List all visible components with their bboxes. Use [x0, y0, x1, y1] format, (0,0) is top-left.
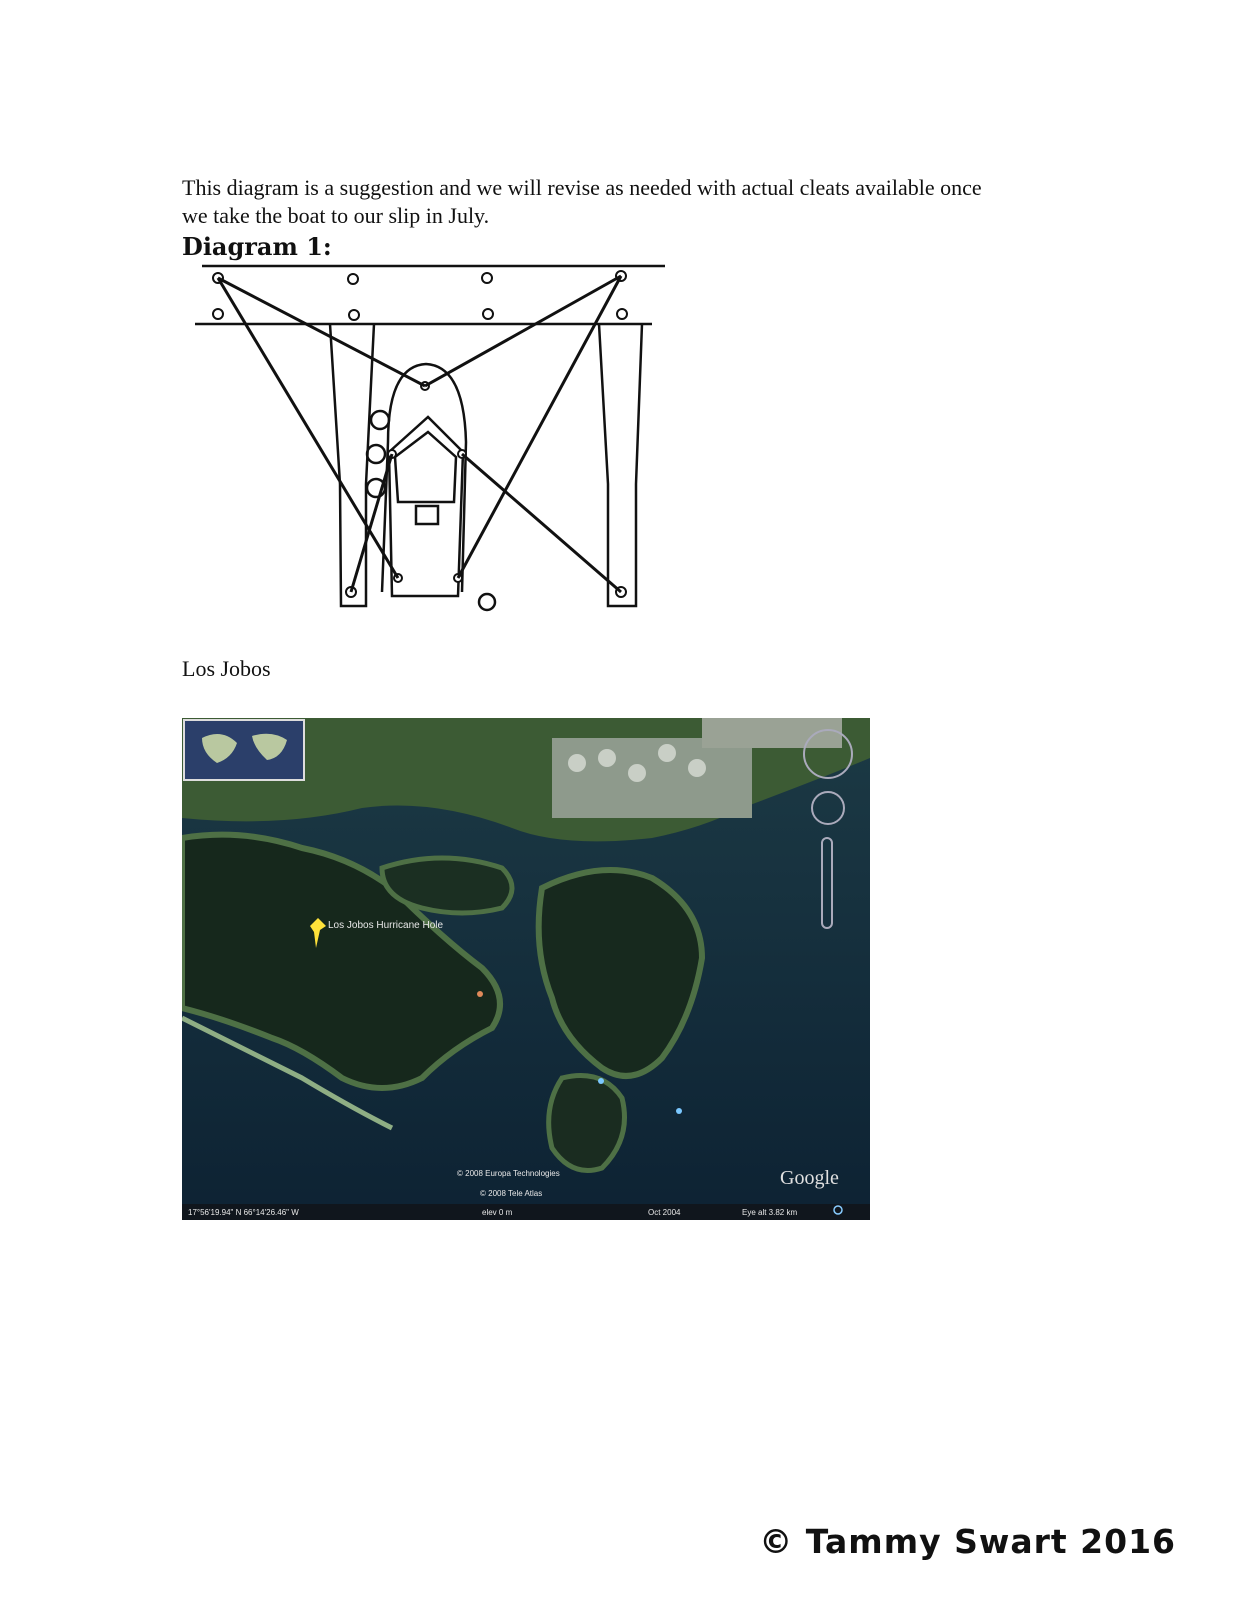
status-date: Oct 2004	[648, 1208, 681, 1217]
cleat	[483, 309, 493, 319]
industrial-area	[552, 738, 752, 818]
right-finger-pier	[599, 324, 642, 606]
cleat	[617, 309, 627, 319]
diagram-heading: Diagram 1:	[182, 232, 332, 261]
status-coordinates: 17°56'19.94" N 66°14'26.46" W	[188, 1208, 299, 1217]
cleat	[213, 309, 223, 319]
cleat	[349, 310, 359, 320]
intro-paragraph: This diagram is a suggestion and we will revise as needed with actual cleats available once we take the boat to our slip in July.	[182, 175, 982, 228]
docking-lines-diagram	[190, 262, 680, 622]
boat-cockpit-box	[416, 506, 438, 524]
cleat	[482, 273, 492, 283]
left-finger-pier	[330, 324, 374, 606]
mangrove-island	[549, 1076, 625, 1171]
slip-outline	[382, 364, 466, 592]
map-caption: Los Jobos	[182, 656, 271, 681]
placemark-label: Los Jobos Hurricane Hole	[328, 920, 444, 931]
imagery-credit-europa: © 2008 Europa Technologies	[457, 1169, 560, 1178]
fender	[479, 594, 495, 610]
stern-line-right	[462, 454, 621, 592]
google-logo: Google	[780, 1167, 839, 1189]
fender	[367, 445, 385, 463]
status-elevation: elev 0 m	[482, 1208, 513, 1217]
cleat	[348, 274, 358, 284]
fender	[371, 411, 389, 429]
satellite-map-image	[182, 718, 870, 1220]
status-eye-altitude: Eye alt 3.82 km	[742, 1208, 798, 1217]
inset-world-map	[184, 720, 304, 780]
copyright-notice: © Tammy Swart 2016	[759, 1522, 1176, 1561]
boat-cabin	[395, 432, 456, 502]
imagery-credit-teleatlas: © 2008 Tele Atlas	[480, 1189, 543, 1198]
